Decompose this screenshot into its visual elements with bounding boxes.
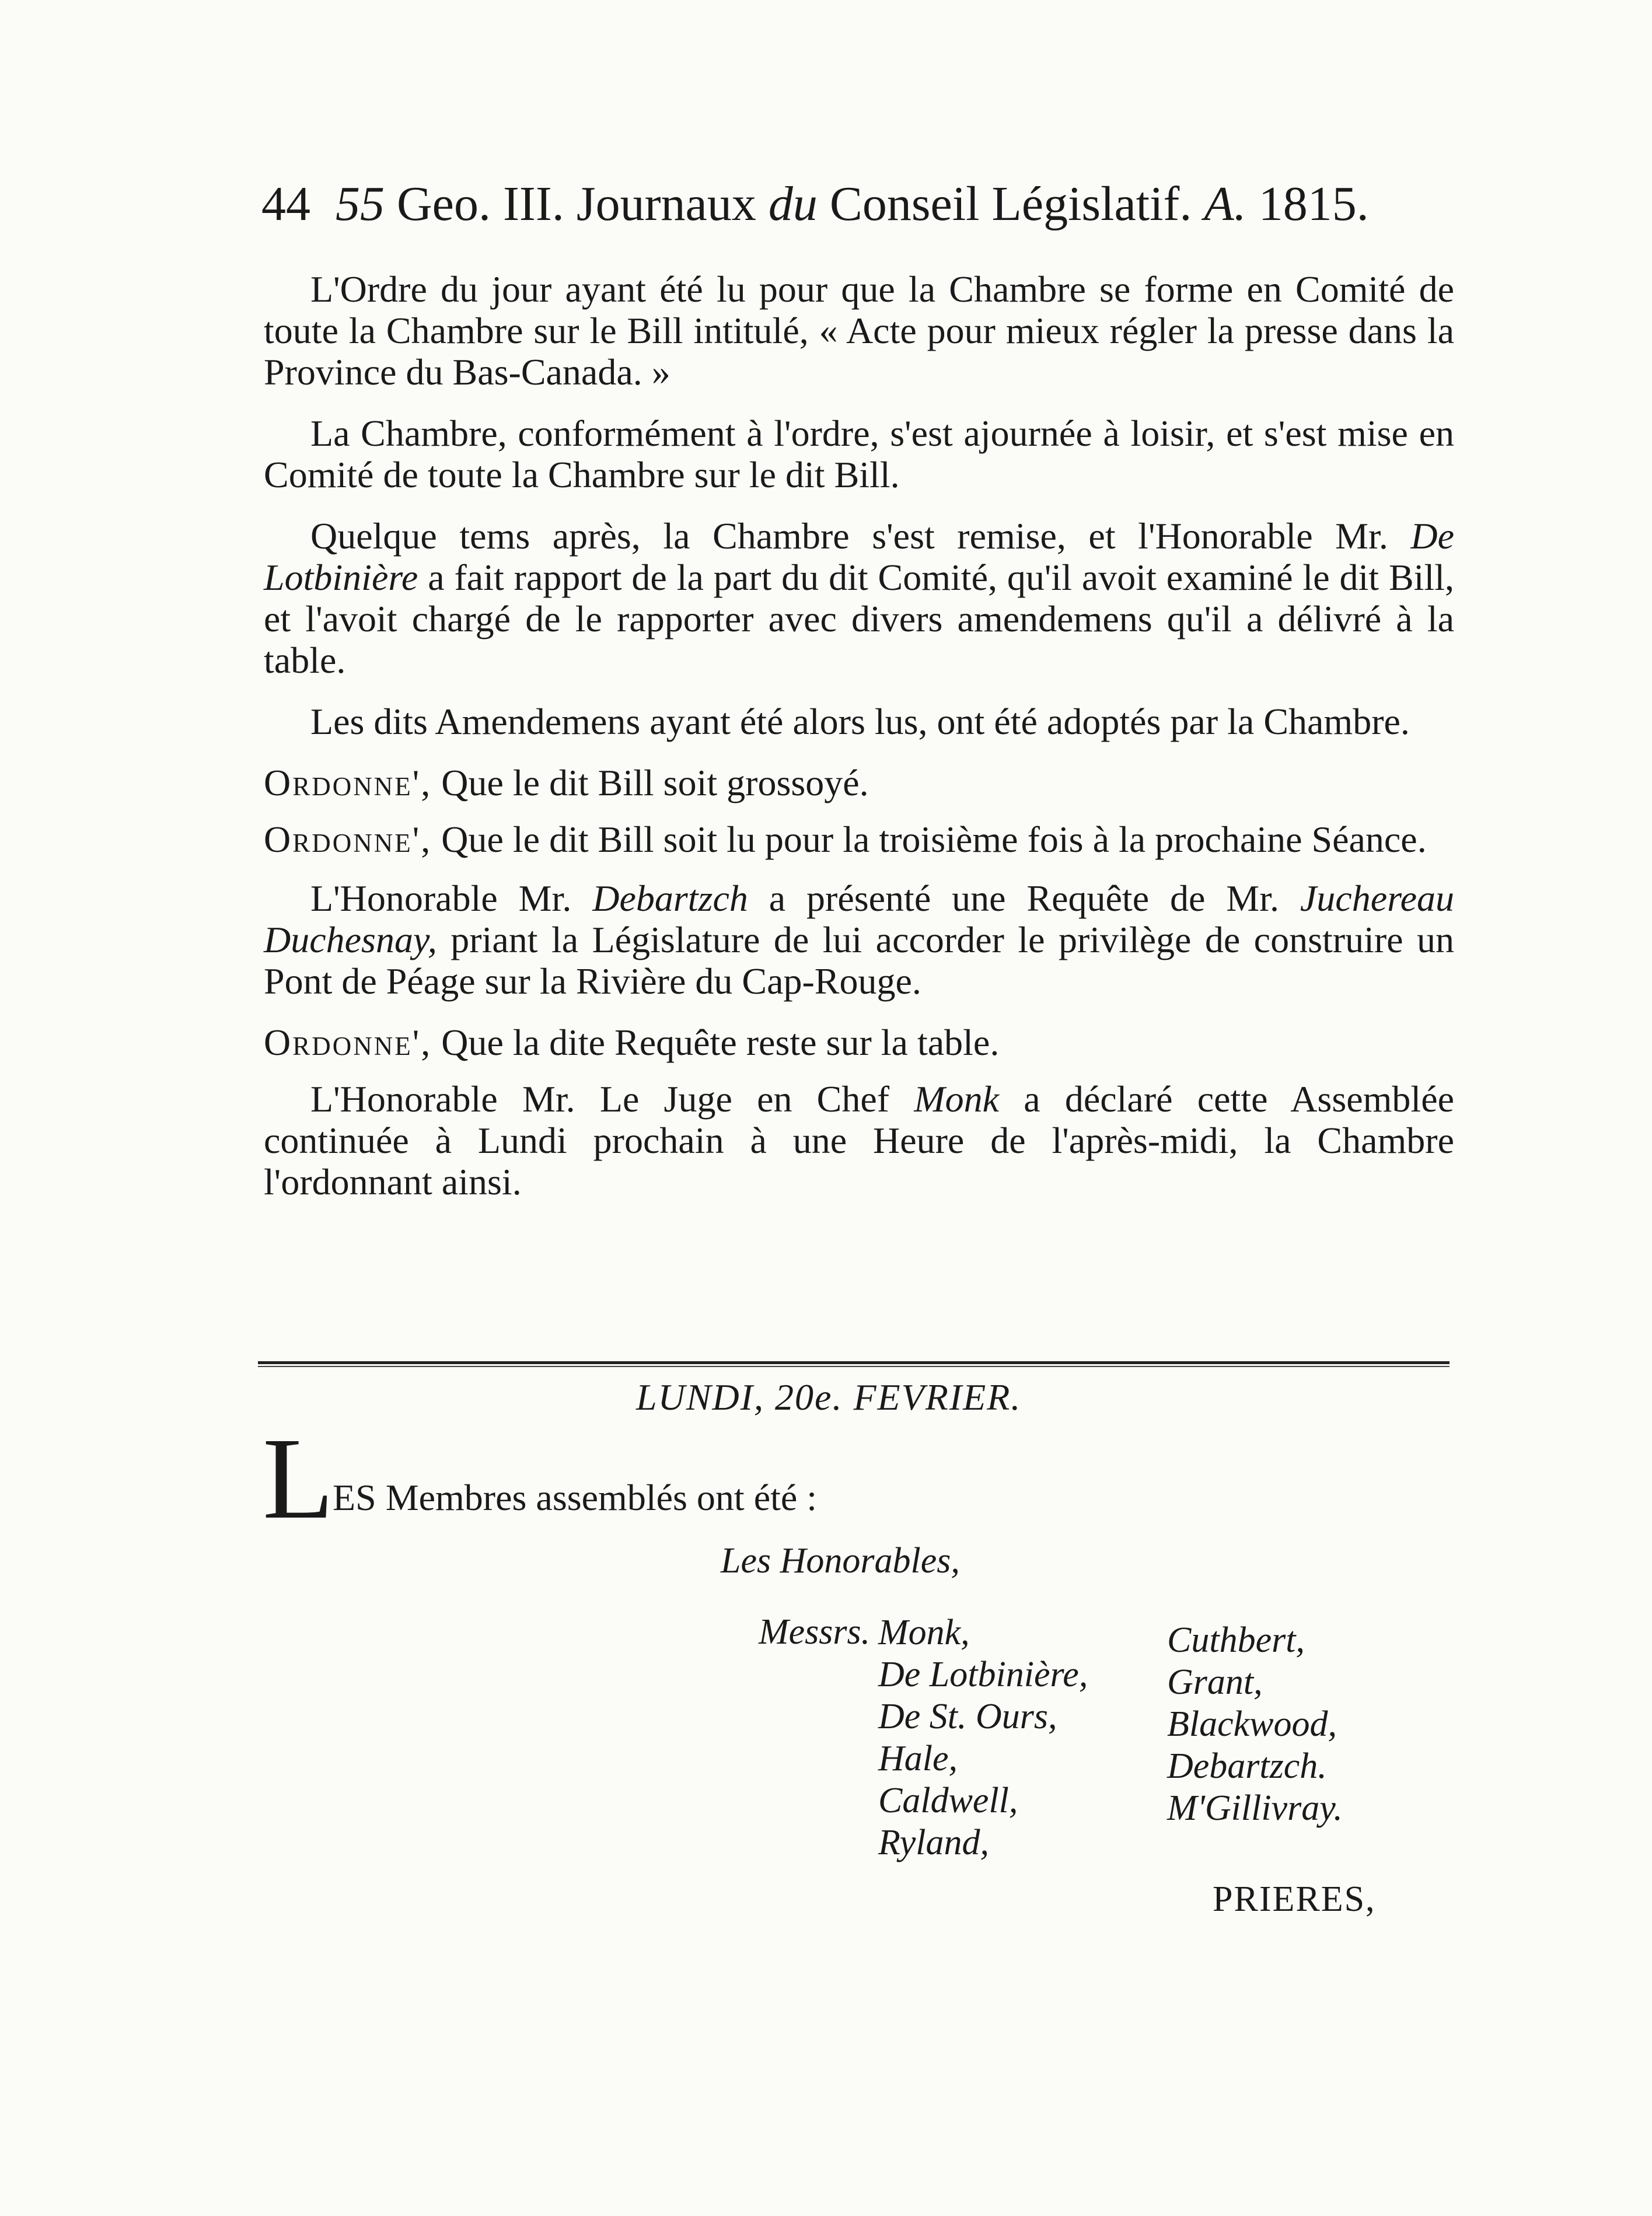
title-journaux: Journaux xyxy=(576,177,756,231)
body-text xyxy=(264,268,1454,1222)
paragraph-committee: La Chambre, conformément à l'ordre, s'est ajournée à loisir, et s'est mise en Comité de toute la Chambre sur le dit Bill. xyxy=(264,413,1454,495)
paragraph-order-of-day: L'Ordre du jour ayant été lu pour que la Chambre se forme en Comité de toute la Chambre sur le Bill intitulé, « Acte pour mieux régler la presse dans la Province du Bas-Canada. » xyxy=(264,268,1454,393)
members-column-1 xyxy=(878,1612,1088,1864)
adjournment-text-a: L'Honorable Mr. Le Juge en Chef xyxy=(310,1078,890,1120)
order-word: Ordonne', xyxy=(264,1022,432,1063)
paragraph-petition xyxy=(264,878,1454,1002)
order-third-reading xyxy=(264,819,1454,860)
adjournment-text-b: a déclaré cette Assemblée continuée à Lundi prochain à une Heure de l'après-midi, la Chambre l'ordonnant ainsi. xyxy=(264,1078,1454,1203)
member-name: Caldwell, xyxy=(878,1781,1018,1820)
title-letter: A. xyxy=(1204,177,1246,231)
order-petition-table xyxy=(264,1022,1454,1063)
report-text-b: a fait rapport de la part du dit Comité, qu'il avoit examiné le dit Bill, et l'avoit chargé de le rapporter avec divers amendemens qu'il a délivré à la table. xyxy=(264,557,1455,681)
running-header xyxy=(261,175,1464,233)
member-name: Ryland, xyxy=(878,1823,989,1862)
member-name: Cuthbert, xyxy=(1167,1620,1305,1660)
member-name: Grant, xyxy=(1167,1662,1263,1702)
petition-text-a: L'Honorable Mr. xyxy=(310,878,572,919)
petition-text-c: priant la Législature de lui accorder le privilège de construire un Pont de Péage sur la Rivière du Cap-Rouge. xyxy=(264,919,1455,1002)
name-debartzch: Debartzch xyxy=(592,878,748,919)
members-intro: ES Membres assemblés ont été : xyxy=(333,1477,818,1518)
name-de-lotbiniere: De Lotbinière xyxy=(264,515,1455,598)
catchword: PRIERES, xyxy=(1213,1879,1376,1919)
reign: Geo. III. xyxy=(397,177,564,231)
order-engross xyxy=(264,762,1454,803)
title-du: du xyxy=(768,177,818,231)
member-name: De St. Ours, xyxy=(878,1697,1057,1736)
order-word: Ordonne', xyxy=(264,819,432,860)
paragraph-report xyxy=(264,515,1454,681)
drop-cap: L xyxy=(263,1414,334,1543)
paragraph-amendments: Les dits Amendemens ayant été alors lus, ont été adoptés par la Chambre. xyxy=(310,701,1410,742)
name-juchereau-duchesnay: Juchereau Duchesnay, xyxy=(264,878,1455,960)
order-petition-text: Que la dite Requête reste sur la table. xyxy=(441,1022,1000,1063)
order-third-reading-text: Que le dit Bill soit lu pour la troisième fois à la prochaine Séance. xyxy=(441,819,1427,860)
member-name: De Lotbinière, xyxy=(878,1655,1088,1694)
report-text-a: Quelque tems après, la Chambre s'est remise, et l'Honorable Mr. xyxy=(310,515,1388,557)
member-name: Blackwood, xyxy=(1167,1704,1337,1744)
regnal-year: 55 xyxy=(336,177,385,231)
petition-text-b: a présenté une Requête de Mr. xyxy=(769,878,1279,919)
member-name: M'Gillivray. xyxy=(1167,1788,1343,1828)
page-number: 44 xyxy=(261,177,310,231)
order-engross-text: Que le dit Bill soit grossoyé. xyxy=(441,762,869,803)
member-name: Debartzch. xyxy=(1167,1746,1327,1786)
salutation: Les Honorables, xyxy=(721,1541,960,1581)
member-name: Hale, xyxy=(878,1739,958,1778)
messrs-label: Messrs. xyxy=(759,1612,871,1652)
header-year: 1815. xyxy=(1258,177,1369,231)
session-date: LUNDI, 20e. FEVRIER. xyxy=(636,1376,1022,1418)
paragraph-adjournment xyxy=(264,1078,1454,1203)
section-rule xyxy=(258,1361,1450,1367)
members-column-2 xyxy=(1167,1619,1343,1829)
title-conseil: Conseil Législatif. xyxy=(829,177,1192,231)
order-word: Ordonne', xyxy=(264,762,432,803)
name-monk: Monk xyxy=(914,1078,999,1120)
member-name: Monk, xyxy=(878,1613,970,1652)
